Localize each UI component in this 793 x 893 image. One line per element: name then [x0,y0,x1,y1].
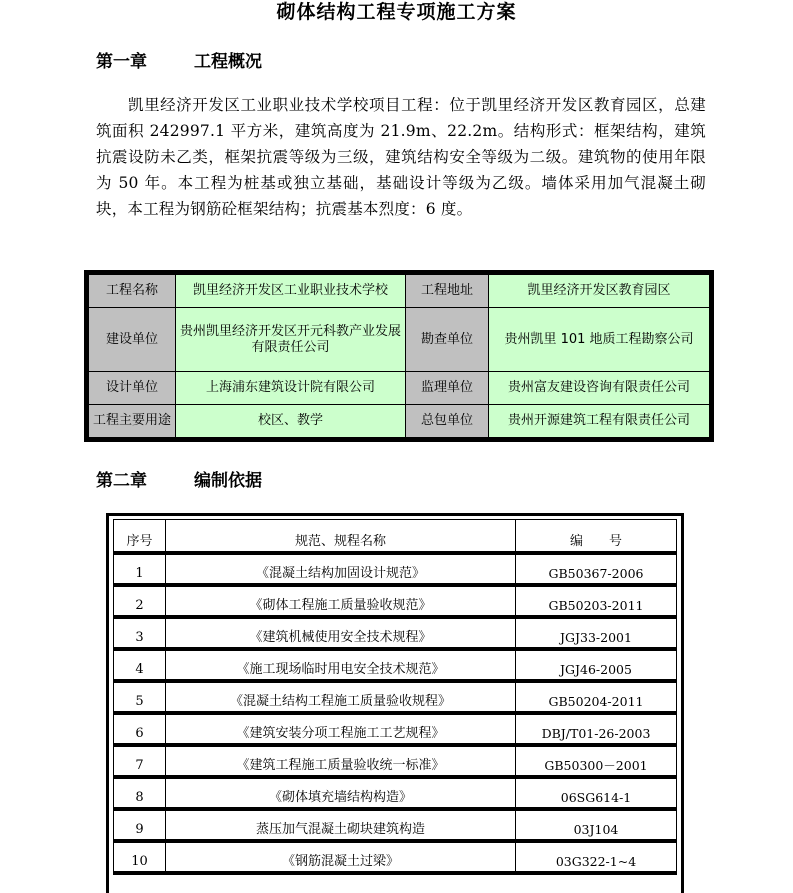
project-overview-paragraph: 凯里经济开发区工业职业技术学校项目工程：位于凯里经济开发区教育园区，总建筑面积 242997.1 平方米，建筑高度为 21.9m、22.2m。结构形式：框架结构，建筑抗震设防未乙类，框架抗震等级为三级，建筑结构安全等级为二级。建筑物的使用年限为 50 年。本工程为桩基或独立基础，基础设计等级为乙级。墙体采用加气混凝土砌块，本工程为钢筋砼框架结构；抗震基本烈度：6 度。 [96,96,706,218]
spec-table-row [114,649,677,681]
spec-code-cell: 06SG614-1 [516,777,677,809]
spec-code-cell: JGJ46-2005 [516,649,677,681]
info-label: 监理单位 [406,372,489,405]
project-info-frame [84,270,714,442]
spec-name-cell: 《混凝土结构工程施工质量验收规程》 [166,681,516,713]
project-info-row [89,372,710,405]
spec-no-cell: 9 [114,809,166,841]
spec-no-cell: 7 [114,745,166,777]
info-value: 贵州富友建设咨询有限责任公司 [489,372,710,405]
spec-no-cell: 4 [114,649,166,681]
info-label: 工程地址 [406,275,489,308]
chapter-2-title: 编制依据 [194,471,262,491]
spec-table-row [114,841,677,873]
header-name: 规范、规程名称 [166,520,516,554]
chapter-2-heading [96,469,262,493]
chapter-1-number: 第一章 [96,52,147,72]
info-label: 建设单位 [89,307,176,371]
spec-no-cell: 10 [114,841,166,873]
spec-table-row [114,617,677,649]
spec-code-cell: GB50203-2011 [516,585,677,617]
spec-name-cell: 《建筑安装分项工程施工工艺规程》 [166,713,516,745]
spec-name-cell: 蒸压加气混凝土砌块建筑构造 [166,809,516,841]
info-value: 上海浦东建筑设计院有限公司 [176,372,406,405]
info-value: 凯里经济开发区工业职业技术学校 [176,275,406,308]
spec-code-cell: 03J104 [516,809,677,841]
spec-no-cell: 8 [114,777,166,809]
spec-table-row [114,681,677,713]
spec-name-cell: 《砌体填充墙结构构造》 [166,777,516,809]
spec-table-row [114,553,677,585]
spec-table-frame [106,513,684,893]
spec-table-row [114,585,677,617]
spec-table [113,519,677,875]
spec-code-cell: GB50367-2006 [516,553,677,585]
info-label: 勘查单位 [406,307,489,371]
spec-no-cell: 6 [114,713,166,745]
spec-no-cell: 5 [114,681,166,713]
spec-table-row [114,745,677,777]
spec-code-cell: GB50204-2011 [516,681,677,713]
document-title: 砌体结构工程专项施工方案 [276,1,517,23]
info-value: 贵州凯里经济开发区开元科教产业发展有限责任公司 [176,307,406,371]
spec-name-cell: 《施工现场临时用电安全技术规范》 [166,649,516,681]
chapter-1-title: 工程概况 [194,52,262,72]
info-value: 贵州凯里 101 地质工程勘察公司 [489,307,710,371]
project-info-row [89,405,710,438]
chapter-2-number: 第二章 [96,471,147,491]
spec-name-cell: 《混凝土结构加固设计规范》 [166,553,516,585]
project-info-table [88,274,710,438]
info-value: 贵州开源建筑工程有限责任公司 [489,405,710,438]
info-label: 总包单位 [406,405,489,438]
info-label: 工程主要用途 [89,405,176,438]
info-label: 工程名称 [89,275,176,308]
spec-table-header-row [114,520,677,554]
spec-name-cell: 《建筑机械使用安全技术规程》 [166,617,516,649]
spec-no-cell: 1 [114,553,166,585]
spec-table-row [114,809,677,841]
spec-table-row [114,777,677,809]
spec-name-cell: 《建筑工程施工质量验收统一标准》 [166,745,516,777]
project-info-row [89,307,710,371]
spec-no-cell: 2 [114,585,166,617]
header-code: 编 号 [516,520,677,554]
spec-code-cell: GB50300－2001 [516,745,677,777]
info-value: 凯里经济开发区教育园区 [489,275,710,308]
header-no: 序号 [114,520,166,554]
spec-code-cell: 03G322-1~4 [516,841,677,873]
spec-code-cell: DBJ/T01-26-2003 [516,713,677,745]
info-label: 设计单位 [89,372,176,405]
chapter-1-heading [96,50,262,74]
spec-table-row [114,713,677,745]
spec-name-cell: 《钢筋混凝土过梁》 [166,841,516,873]
spec-name-cell: 《砌体工程施工质量验收规范》 [166,585,516,617]
spec-code-cell: JGJ33-2001 [516,617,677,649]
project-info-row [89,275,710,308]
spec-no-cell: 3 [114,617,166,649]
info-value: 校区、教学 [176,405,406,438]
